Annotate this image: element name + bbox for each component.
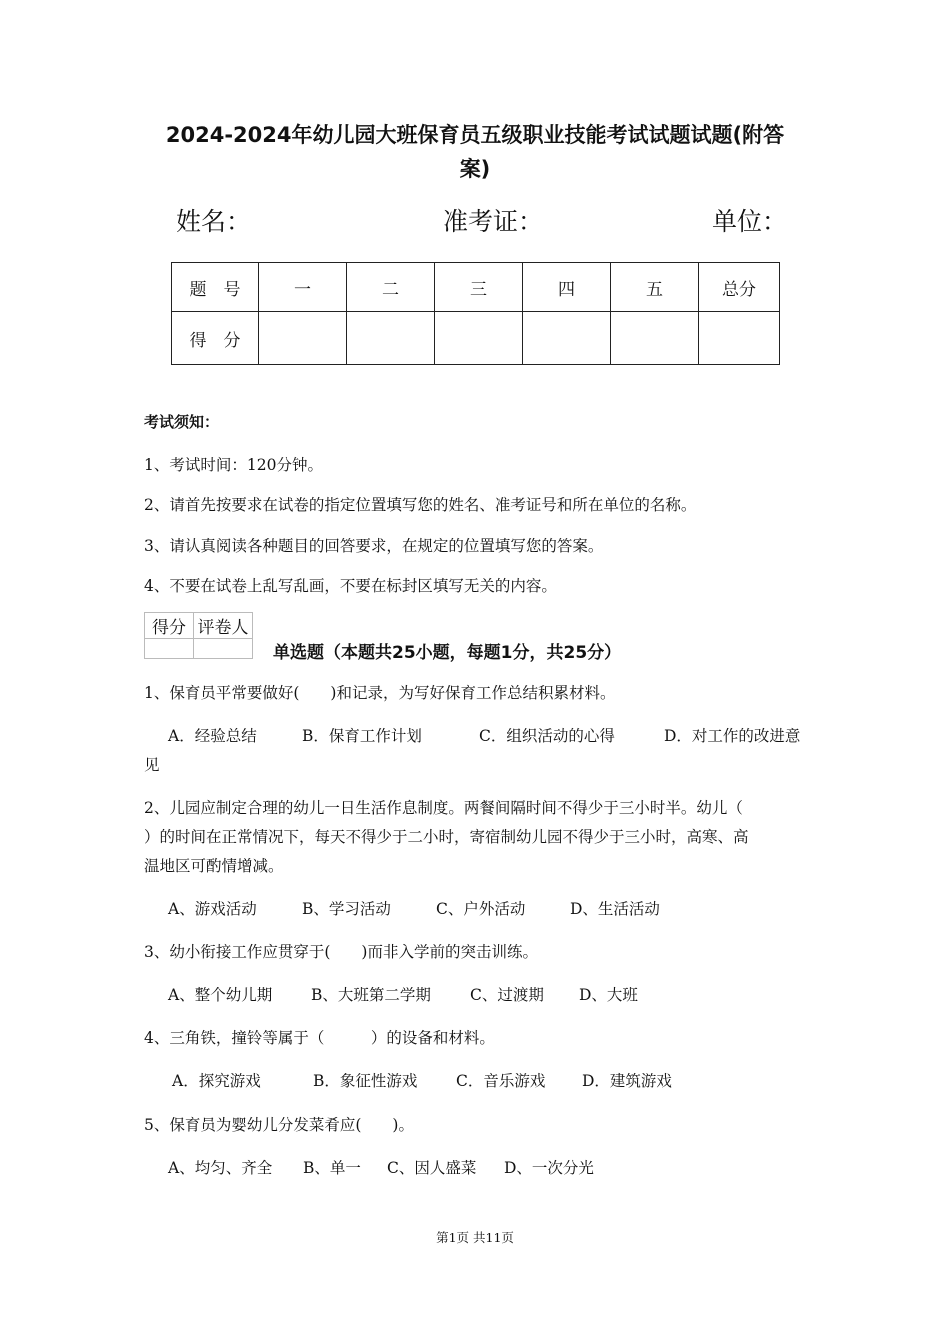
question-option: A、均匀、齐全 [168,1159,273,1177]
question-stem: ）的时间在正常情况下，每天不得少于二小时，寄宿制幼儿园不得少于三小时，高寒、高 [144,828,749,846]
grader-reviewer-cell[interactable] [194,639,253,659]
score-table-header-cell: 一 [259,263,347,312]
score-table-header-cell: 题 号 [172,263,259,312]
question-stem: 温地区可酌情增减。 [144,857,284,875]
score-table-header-cell: 三 [435,263,523,312]
score-cell[interactable] [611,312,699,365]
question-option: D、一次分光 [504,1159,594,1177]
question-option: C．音乐游戏 [456,1072,546,1090]
score-cell[interactable] [259,312,347,365]
score-cell[interactable] [435,312,523,365]
score-table-header-cell: 四 [523,263,611,312]
notice-item: 4、不要在试卷上乱写乱画，不要在标封区填写无关的内容。 [144,577,557,595]
question-option: A、整个幼儿期 [168,986,273,1004]
question-option: C、户外活动 [436,900,526,918]
score-table-score-row [172,312,780,365]
score-table-header-row [172,263,780,312]
score-table [171,262,780,365]
question-option: D．对工作的改进意 [664,727,801,745]
score-table-header-cell: 五 [611,263,699,312]
score-table-header-cell: 总分 [699,263,780,312]
question-option: B．保育工作计划 [302,727,422,745]
question-option: C、因人盛菜 [387,1159,477,1177]
notice-title: 考试须知： [144,413,220,431]
question-option: D、大班 [579,986,638,1004]
grader-box [144,612,253,659]
grader-score-label: 得分 [145,613,194,639]
question-option: B、大班第二学期 [311,986,431,1004]
question-stem: 3、幼小衔接工作应贯穿于( )而非入学前的突击训练。 [144,943,538,961]
question-option: B、学习活动 [302,900,391,918]
question-stem: 2、儿园应制定合理的幼儿一日生活作息制度。两餐间隔时间不得少于三小时半。幼儿（ [144,799,743,817]
notice-item: 3、请认真阅读各种题目的回答要求，在规定的位置填写您的答案。 [144,537,604,555]
score-cell[interactable] [699,312,780,365]
question-option: B．象征性游戏 [313,1072,418,1090]
question-option: A．经验总结 [168,727,257,745]
score-row-label: 得 分 [172,312,259,365]
page-footer: 第1页 共11页 [436,1230,514,1245]
grader-score-cell[interactable] [145,639,194,659]
title-line-2: 案) [459,157,491,181]
question-stem: 5、保育员为婴幼儿分发菜肴应( )。 [144,1116,414,1134]
unit-field-label: 单位： [712,207,788,236]
question-option: A．探究游戏 [172,1072,261,1090]
question-option: C．组织活动的心得 [479,727,615,745]
question-option: C、过渡期 [470,986,544,1004]
question-stem: 4、三角铁，撞铃等属于（ ）的设备和材料。 [144,1029,495,1047]
question-option: D、生活活动 [570,900,660,918]
question-option-wrap: 见 [144,756,160,774]
question-option: B、单一 [303,1159,361,1177]
grader-reviewer-label: 评卷人 [194,613,253,639]
score-cell[interactable] [523,312,611,365]
section-title: 单选题（本题共25小题，每题1分，共25分） [273,643,622,663]
question-option: D．建筑游戏 [582,1072,672,1090]
score-table-header-cell: 二 [347,263,435,312]
document-title [140,118,810,186]
question-option: A、游戏活动 [168,900,257,918]
score-cell[interactable] [347,312,435,365]
name-field-label: 姓名： [176,207,252,236]
exam-id-field-label: 准考证： [443,207,544,236]
title-line-1: 2024-2024年幼儿园大班保育员五级职业技能考试试题试题(附答 [165,123,785,147]
notice-item: 1、考试时间：120分钟。 [144,456,323,474]
question-stem: 1、保育员平常要做好( )和记录，为写好保育工作总结积累材料。 [144,684,616,702]
notice-item: 2、请首先按要求在试卷的指定位置填写您的姓名、准考证号和所在单位的名称。 [144,496,697,514]
